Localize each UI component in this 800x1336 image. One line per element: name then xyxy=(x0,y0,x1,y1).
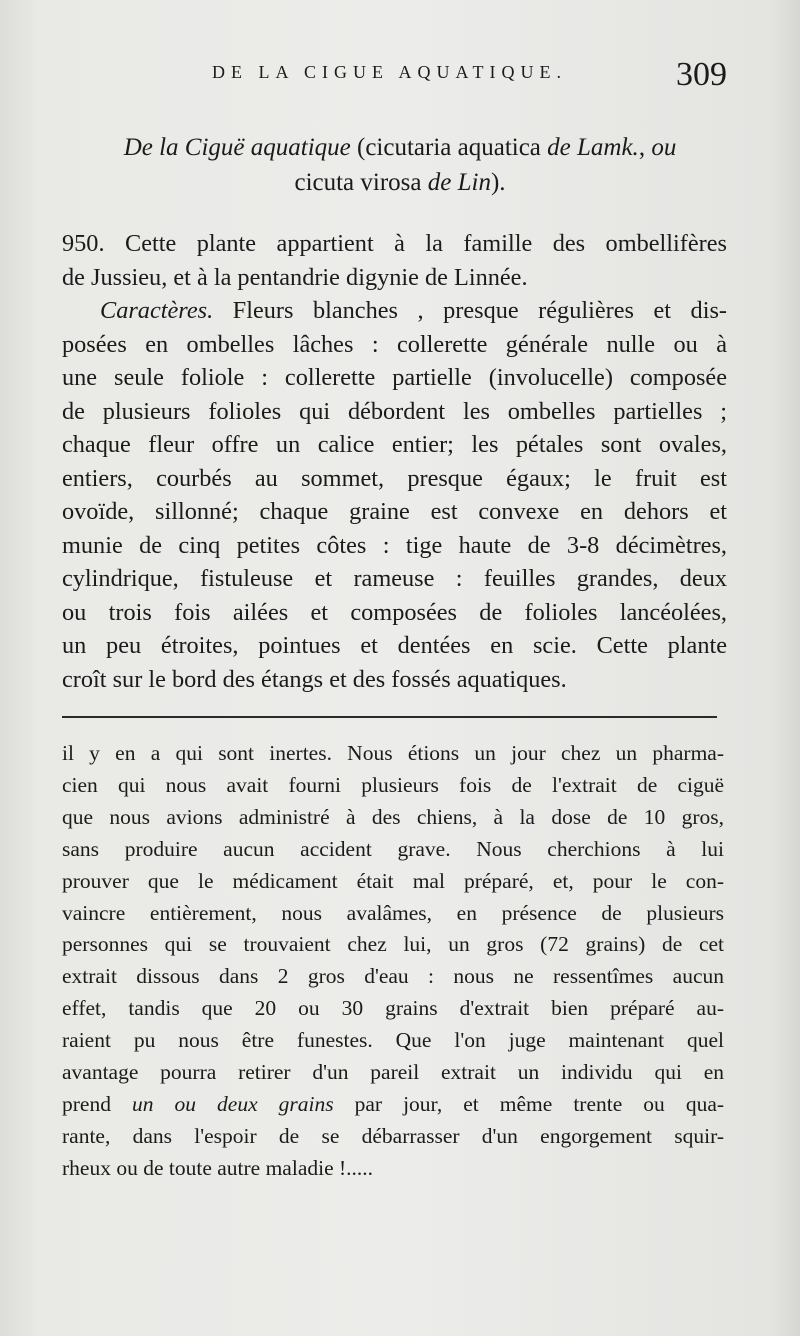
footnote-line: il y en a qui sont inertes. Nous étions un jour chez un pharma- xyxy=(62,741,724,765)
footnote-line: personnes qui se trouvaient chez lui, un gros (72 grains) de cet xyxy=(62,932,724,957)
body-line: entiers, courbés au sommet, presque égaux; le fruit est xyxy=(62,464,727,492)
body-line: 950. Cette plante appartient à la famille des ombellifères xyxy=(62,230,727,257)
footnote-line: rante, dans l'espoir de se débarrasser d'un engorgement squir- xyxy=(62,1123,724,1148)
footnote xyxy=(62,738,724,1185)
body-line: une seule foliole : collerette partielle (involucelle) composée xyxy=(62,364,727,391)
caracteres-label: Caractères. xyxy=(100,297,214,324)
footnote-text: par jour, et même trente ou qua- xyxy=(333,1091,725,1116)
body-line: de Jussieu, et à la pentandrie digynie de Linnée. xyxy=(62,263,528,291)
body-line: munie de cinq petites côtes : tige haute de 3-8 décimètres, xyxy=(62,531,727,559)
heading-latin-lin: cicuta virosa xyxy=(294,169,428,196)
heading-line-1 xyxy=(60,130,740,165)
footnote-line: extrait dissous dans 2 gros d'eau : nous ne ressentîmes aucun xyxy=(62,964,724,989)
footnote-divider xyxy=(62,716,717,718)
caracteres-text: Fleurs blanches , presque régulières et dis- xyxy=(213,297,727,324)
footnote-line: que nous avions administré à des chiens, à la dose de 10 gros, xyxy=(62,804,724,829)
heading-close: ). xyxy=(490,169,506,196)
footnote-line xyxy=(62,1089,724,1121)
heading-line-2 xyxy=(60,165,740,200)
footnote-line: effet, tandis que 20 ou 30 grains d'extrait bien préparé au- xyxy=(62,996,724,1021)
heading-author-lin: de Lin xyxy=(427,169,491,196)
footnote-italic: un ou deux grains xyxy=(131,1091,334,1116)
body-line: croît sur le bord des étangs et des fossés aquatiques. xyxy=(62,665,567,693)
running-title: DE LA CIGUE AQUATIQUE. xyxy=(212,62,567,82)
running-head xyxy=(0,56,800,96)
heading-common-name: De la Ciguë aquatique xyxy=(123,134,351,161)
footnote-text: prend xyxy=(62,1091,132,1116)
heading-ou: ou xyxy=(651,134,677,161)
footnote-line: rheux ou de toute autre maladie !..... xyxy=(62,1155,374,1180)
body-line: un peu étroites, pointues et dentées en scie. Cette plante xyxy=(62,632,727,659)
heading-author-lamk: de Lamk. xyxy=(547,134,639,161)
footnote-line: prouver que le médicament était mal préparé, et, pour le con- xyxy=(62,868,724,893)
footnote-line: raient pu nous être funestes. Que l'on juge maintenant quel xyxy=(62,1028,724,1053)
page-number: 309 xyxy=(676,56,727,93)
body-line: ovoïde, sillonné; chaque graine est convexe en dehors et xyxy=(62,498,727,525)
heading-comma: , xyxy=(638,134,652,161)
body-line: chaque fleur offre un calice entier; les pétales sont ovales, xyxy=(62,431,727,458)
body-line: de plusieurs folioles qui débordent les ombelles partielles ; xyxy=(62,397,727,425)
footnote-line: vaincre entièrement, nous avalâmes, en présence de plusieurs xyxy=(62,900,724,925)
caracteres-line xyxy=(62,294,727,328)
footnote-line: cien qui nous avait fourni plusieurs fois de l'extrait de ciguë xyxy=(62,772,724,797)
heading-latin-lamk: (cicutaria aquatica xyxy=(350,134,548,161)
main-paragraph xyxy=(62,227,727,696)
footnote-line: avantage pourra retirer d'un pareil extrait un individu qui en xyxy=(62,1060,724,1085)
footnote-line: sans produire aucun accident grave. Nous cherchions à lui xyxy=(62,836,724,861)
body-line: ou trois fois ailées et composées de folioles lancéolées, xyxy=(62,598,727,626)
body-line: cylindrique, fistuleuse et rameuse : feuilles grandes, deux xyxy=(62,565,727,592)
section-heading xyxy=(60,130,740,200)
body-line: posées en ombelles lâches : collerette générale nulle ou à xyxy=(62,330,727,358)
